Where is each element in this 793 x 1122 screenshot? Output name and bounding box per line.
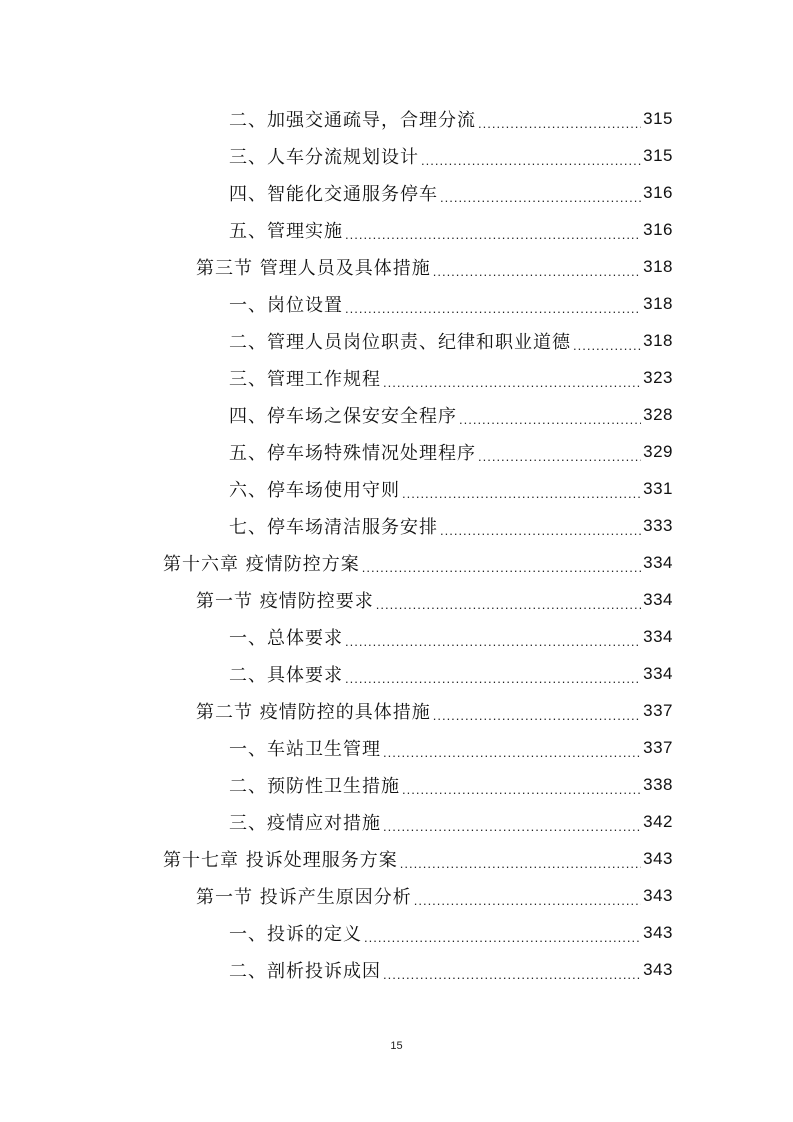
toc-leader-dots [345, 629, 641, 649]
toc-entry[interactable] [229, 951, 673, 988]
toc-entry[interactable] [229, 396, 673, 433]
toc-entry-title: 第一节 疫情防控要求 [196, 590, 374, 612]
toc-entry-title: 五、管理实施 [229, 220, 343, 242]
toc-entry-title: 第十六章 疫情防控方案 [163, 553, 360, 575]
toc-entry[interactable] [196, 248, 673, 285]
toc-entry-title: 二、管理人员岗位职责、纪律和职业道德 [229, 331, 571, 353]
toc-entry-page: 338 [643, 774, 673, 794]
toc-leader-dots [402, 481, 641, 501]
toc-entry-title: 五、停车场特殊情况处理程序 [229, 442, 476, 464]
toc-entry-page: 343 [643, 848, 673, 868]
toc-entry-title: 一、车站卫生管理 [229, 738, 381, 760]
toc-leader-dots [400, 851, 641, 871]
toc-entry-page: 318 [643, 293, 673, 313]
toc-entry[interactable] [229, 100, 673, 137]
toc-entry-page: 334 [643, 589, 673, 609]
toc-entry[interactable] [229, 914, 673, 951]
toc-leader-dots [478, 444, 641, 464]
toc-leader-dots [433, 703, 641, 723]
toc-leader-dots [376, 592, 641, 612]
toc-entry[interactable] [229, 729, 673, 766]
page-number: 15 [390, 1040, 403, 1052]
toc-entry-title: 第一节 投诉产生原因分析 [196, 886, 412, 908]
toc-entry-page: 316 [643, 182, 673, 202]
toc-entry-page: 331 [643, 478, 673, 498]
toc-leader-dots [421, 148, 641, 168]
toc-entry[interactable] [229, 322, 673, 359]
toc-leader-dots [440, 518, 641, 538]
toc-entry-page: 315 [643, 108, 673, 128]
toc-leader-dots [345, 222, 641, 242]
toc-leader-dots [573, 333, 641, 353]
toc-entry[interactable] [229, 655, 673, 692]
toc-entry-title: 三、疫情应对措施 [229, 812, 381, 834]
toc-entry-page: 343 [643, 885, 673, 905]
toc-entry-title: 第二节 疫情防控的具体措施 [196, 701, 431, 723]
toc-leader-dots [440, 185, 641, 205]
toc-entry-page: 318 [643, 256, 673, 276]
toc-entry-title: 二、加强交通疏导，合理分流 [229, 109, 476, 131]
toc-entry[interactable] [196, 581, 673, 618]
toc-entry[interactable] [229, 174, 673, 211]
toc-entry-page: 315 [643, 145, 673, 165]
toc-entry-page: 343 [643, 922, 673, 942]
toc-entry[interactable] [229, 285, 673, 322]
toc-entry[interactable] [229, 803, 673, 840]
toc-entry-title: 一、岗位设置 [229, 294, 343, 316]
toc-entry-title: 第十七章 投诉处理服务方案 [163, 849, 398, 871]
toc-entry[interactable] [196, 877, 673, 914]
toc-entry-page: 316 [643, 219, 673, 239]
toc-entry-title: 第三节 管理人员及具体措施 [196, 257, 431, 279]
toc-entry[interactable] [163, 544, 673, 581]
toc-entry[interactable] [229, 359, 673, 396]
toc-leader-dots [383, 814, 641, 834]
toc-leader-dots [433, 259, 641, 279]
toc-entry-title: 一、总体要求 [229, 627, 343, 649]
toc-entry-title: 二、预防性卫生措施 [229, 775, 400, 797]
toc-leader-dots [478, 111, 641, 131]
toc-entry[interactable] [229, 470, 673, 507]
toc-entry-page: 337 [643, 700, 673, 720]
toc-entry[interactable] [196, 692, 673, 729]
toc-entry-title: 三、人车分流规划设计 [229, 146, 419, 168]
toc-entry-page: 328 [643, 404, 673, 424]
toc-leader-dots [402, 777, 641, 797]
toc-entry-title: 一、投诉的定义 [229, 923, 362, 945]
toc-entry-page: 342 [643, 811, 673, 831]
toc-entry-page: 329 [643, 441, 673, 461]
toc-entry-title: 三、管理工作规程 [229, 368, 381, 390]
toc-entry-page: 334 [643, 552, 673, 572]
toc-leader-dots [383, 740, 641, 760]
toc-leader-dots [383, 370, 641, 390]
toc-leader-dots [362, 555, 641, 575]
toc-leader-dots [345, 296, 641, 316]
toc-entry-page: 334 [643, 626, 673, 646]
toc-entry[interactable] [229, 137, 673, 174]
toc-entry-title: 六、停车场使用守则 [229, 479, 400, 501]
toc-entry-title: 七、停车场清洁服务安排 [229, 516, 438, 538]
toc-entry-page: 337 [643, 737, 673, 757]
toc-entry[interactable] [229, 433, 673, 470]
toc-leader-dots [383, 962, 641, 982]
toc-leader-dots [459, 407, 641, 427]
toc-entry-page: 334 [643, 663, 673, 683]
toc-entry-page: 333 [643, 515, 673, 535]
toc-leader-dots [345, 666, 641, 686]
toc-entry-title: 二、剖析投诉成因 [229, 960, 381, 982]
toc-entry[interactable] [229, 507, 673, 544]
toc-leader-dots [414, 888, 641, 908]
toc-entry-page: 343 [643, 959, 673, 979]
toc-entry-title: 四、智能化交通服务停车 [229, 183, 438, 205]
toc-entry[interactable] [229, 618, 673, 655]
toc-entry-title: 二、具体要求 [229, 664, 343, 686]
toc-leader-dots [364, 925, 641, 945]
toc-entry-page: 323 [643, 367, 673, 387]
toc-entry-title: 四、停车场之保安安全程序 [229, 405, 457, 427]
toc-entry[interactable] [163, 840, 673, 877]
toc-entry[interactable] [229, 211, 673, 248]
toc-entry-page: 318 [643, 330, 673, 350]
toc-entry[interactable] [229, 766, 673, 803]
